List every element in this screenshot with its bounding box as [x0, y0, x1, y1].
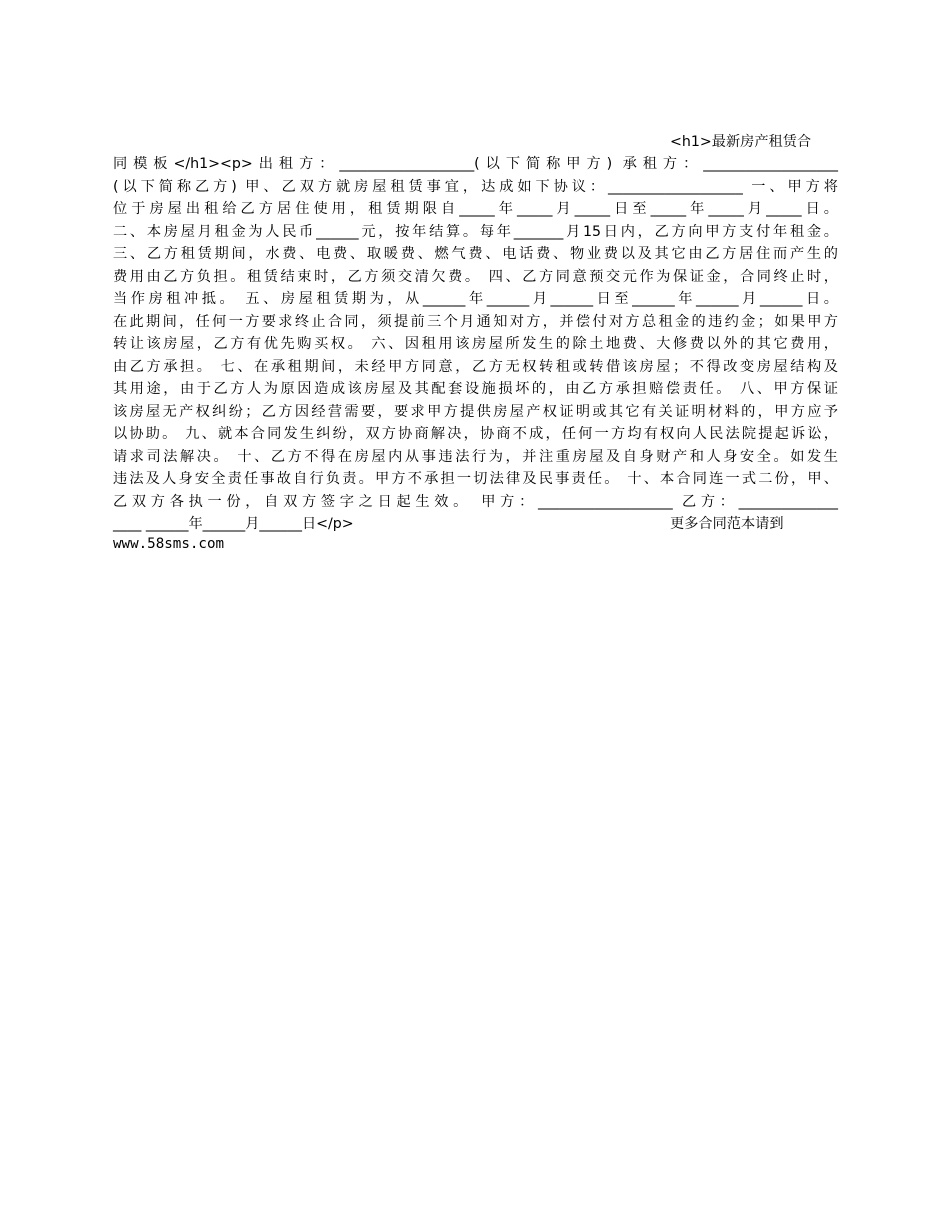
website-link[interactable]: www.58sms.com: [113, 536, 225, 552]
document-line-6: 三、乙方租赁期间，水费、电费、取暖费、燃气费、电话费、物业费以及其它由乙方居住而产生的: [113, 246, 838, 262]
document-line-7: 费用由乙方负担。租赁结束时，乙方须交清欠费。 四、乙方同意预交元作为保证金，合同终止时，: [113, 269, 838, 285]
document-line-8: 当作房租冲抵。 五、房屋租赁期为，从______年______月______日至______年______月______日。: [113, 291, 838, 307]
document-line-18: ____ ______年______月______日</p>: [113, 516, 354, 532]
document-line-17: 乙双方各执一份，自双方签字之日起生效。 甲方：___________________ 乙方：______________: [113, 494, 838, 510]
document-line-10: 转让该房屋，乙方有优先购买权。 六、因租用该房屋所发生的除土地费、大修费以外的其它费用，: [113, 336, 838, 352]
document-line-4: 位于房屋出租给乙方居住使用，租赁期限自_____年_____月_____日至_____年_____月_____日。: [113, 201, 838, 217]
more-contracts-text: 更多合同范本请到: [670, 516, 784, 532]
document-line-9: 在此期间，任何一方要求终止合同，须提前三个月通知对方，并偿付对方总租金的违约金；如果甲方: [113, 314, 838, 330]
document-line-15: 请求司法解决。 十、乙方不得在房屋内从事违法行为，并注重房屋及自身财产和人身安全。如发生: [113, 449, 838, 465]
document-line-16: 违法及人身安全责任事故自行负责。甲方不承担一切法律及民事责任。 十、本合同连一式二份，甲、: [113, 471, 838, 487]
document-line-12: 其用途，由于乙方人为原因造成该房屋及其配套设施损坏的，由乙方承担赔偿责任。 八、甲方保证: [113, 381, 838, 397]
document-line-13: 该房屋无产权纠纷；乙方因经营需要，要求甲方提供房屋产权证明或其它有关证明材料的，甲方应予: [113, 404, 838, 420]
document-line-14: 以协助。 九、就本合同发生纠纷，双方协商解决，协商不成，任何一方均有权向人民法院提起诉讼，: [113, 426, 838, 442]
document-line-2: 同模板</h1><p>出租方：___________________(以下简称甲方) 承租方：___________________: [113, 156, 838, 172]
document-line-1: <h1>最新房产租赁合: [670, 134, 812, 150]
document-line-11: 由乙方承担。 七、在承租期间，未经甲方同意，乙方无权转租或转借该房屋；不得改变房屋结构及: [113, 359, 838, 375]
document-line-3: (以下简称乙方) 甲、乙双方就房屋租赁事宜，达成如下协议：___________________ 一、甲方将: [113, 179, 838, 195]
document-line-5: 二、本房屋月租金为人民币______元，按年结算。每年_______月15日内，乙方向甲方支付年租金。: [113, 224, 838, 240]
